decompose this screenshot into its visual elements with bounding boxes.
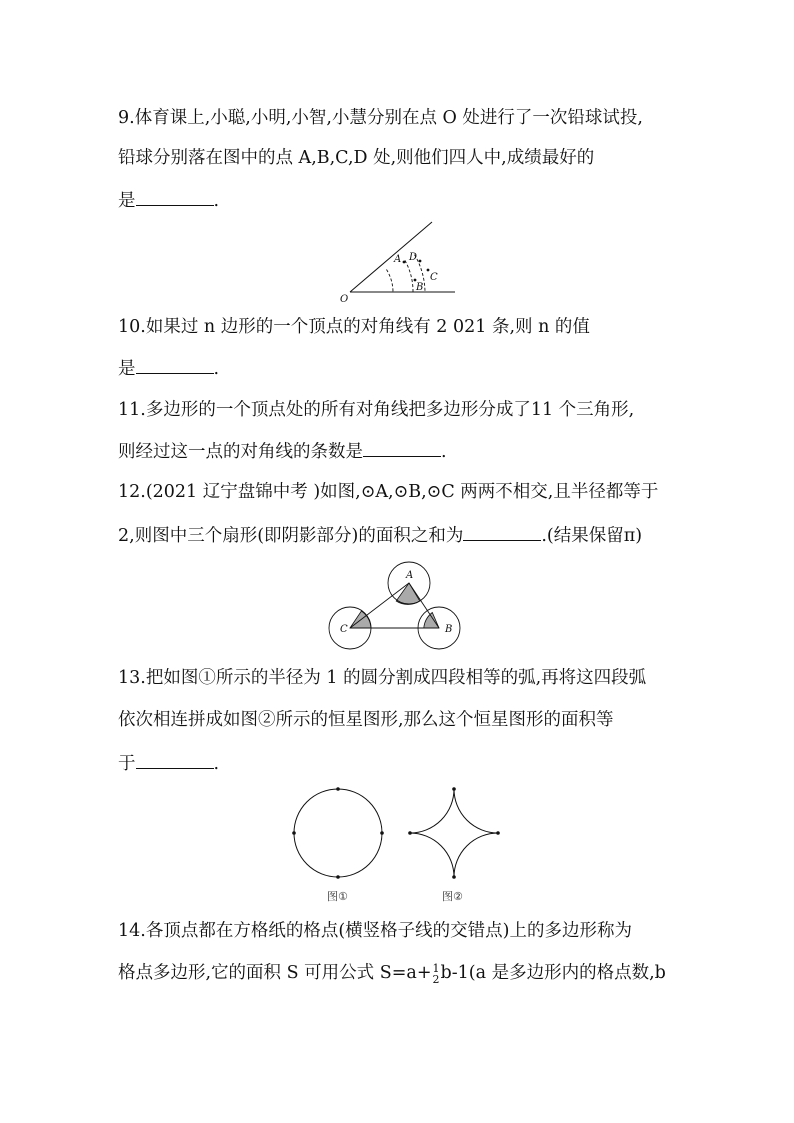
q10-prefix: 是 [118, 359, 136, 379]
segment-ab [409, 583, 439, 628]
q14-prefix: 格点多边形,它的面积 S 可用公式 S=a+ [118, 963, 432, 983]
q9-answer-blank [136, 187, 214, 206]
figure-1-point-left [292, 831, 296, 835]
q13-line-1: 13.把如图①所示的半径为 1 的圆分割成四段相等的弧,再将这四段弧 [118, 668, 647, 688]
q9-line-2: 铅球分别落在图中的点 A,B,C,D 处,则他们四人中,成绩最好的 [118, 148, 595, 168]
label-a: A [394, 254, 402, 265]
point-b [414, 279, 417, 282]
one-half-fraction [433, 963, 440, 985]
point-a [403, 261, 406, 264]
q13-suffix: . [213, 754, 220, 774]
q14-line-1: 14.各顶点都在方格纸的格点(横竖格子线的交错点)上的多边形称为 [118, 921, 632, 941]
q11-line-1: 11.多边形的一个顶点处的所有对角线把多边形分成了11 个三角形, [118, 400, 635, 420]
sector-b [424, 613, 439, 629]
figure-1-point-top [336, 787, 340, 791]
q11-prefix: 则经过这一点的对角线的条数是 [118, 442, 363, 462]
fraction-denominator: 2 [432, 972, 440, 986]
q10-line-1: 10.如果过 n 边形的一个顶点的对角线有 2 021 条,则 n 的值 [118, 317, 590, 337]
arc-inner [387, 270, 394, 293]
label-c: C [340, 624, 348, 635]
figure-2-point-right [496, 831, 500, 835]
q14-line-2 [118, 961, 666, 985]
fraction-numerator: 1 [432, 961, 440, 975]
q12-line-1: 12.(2021 辽宁盘锦中考 )如图,⊙A,⊙B,⊙C 两两不相交,且半径都等于 [118, 482, 659, 502]
q9-prefix: 是 [118, 191, 136, 211]
figure-2-star [410, 789, 498, 877]
label-b: B [416, 282, 424, 293]
segment-ac [350, 583, 409, 628]
figure-2-point-top [452, 787, 456, 791]
q13-answer-blank [136, 750, 214, 769]
q10-line-2 [118, 355, 219, 381]
q13-prefix: 于 [118, 754, 136, 774]
point-c [427, 269, 430, 272]
q11-suffix: . [441, 442, 447, 462]
point-d [419, 260, 422, 263]
q10-answer-blank [136, 355, 214, 374]
figure-1-circle [294, 789, 382, 877]
q13-line-2: 依次相连拼成如图②所示的恒星图形,那么这个恒星图形的面积等 [118, 710, 614, 730]
q9-line-1: 9.体育课上,小聪,小明,小智,小慧分别在点 O 处进行了一次铅球试投, [118, 108, 643, 128]
q11-answer-blank [363, 438, 441, 457]
label-a: A [406, 570, 414, 581]
label-o: O [340, 294, 349, 305]
arc-middle [405, 260, 413, 292]
figure-1-point-bottom [336, 875, 340, 879]
label-d: D [409, 252, 418, 263]
figure-2-point-bottom [452, 875, 456, 879]
q12-line-2 [118, 522, 642, 548]
q13-line-3 [118, 750, 219, 776]
q12-prefix: 2,则图中三个扇形(即阴影部分)的面积之和为 [118, 526, 464, 546]
three-circles-diagram [325, 561, 465, 651]
q12-answer-blank [463, 522, 541, 541]
q11-line-2 [118, 438, 447, 464]
figure-1-caption: 图① [327, 890, 348, 903]
q12-suffix: .(结果保留π) [541, 526, 643, 546]
label-b: B [445, 624, 453, 635]
q10-suffix: . [213, 359, 220, 379]
figure-2-caption: 图② [442, 890, 463, 903]
q9-line-3 [118, 187, 219, 213]
q9-suffix: . [213, 191, 220, 211]
q14-suffix: b-1(a 是多边形内的格点数,b [440, 963, 666, 983]
figure-1-point-right [380, 831, 384, 835]
figure-2-point-left [408, 831, 412, 835]
circle-and-star-figures [285, 782, 510, 907]
label-c: C [430, 272, 438, 283]
shot-put-diagram [335, 218, 460, 306]
